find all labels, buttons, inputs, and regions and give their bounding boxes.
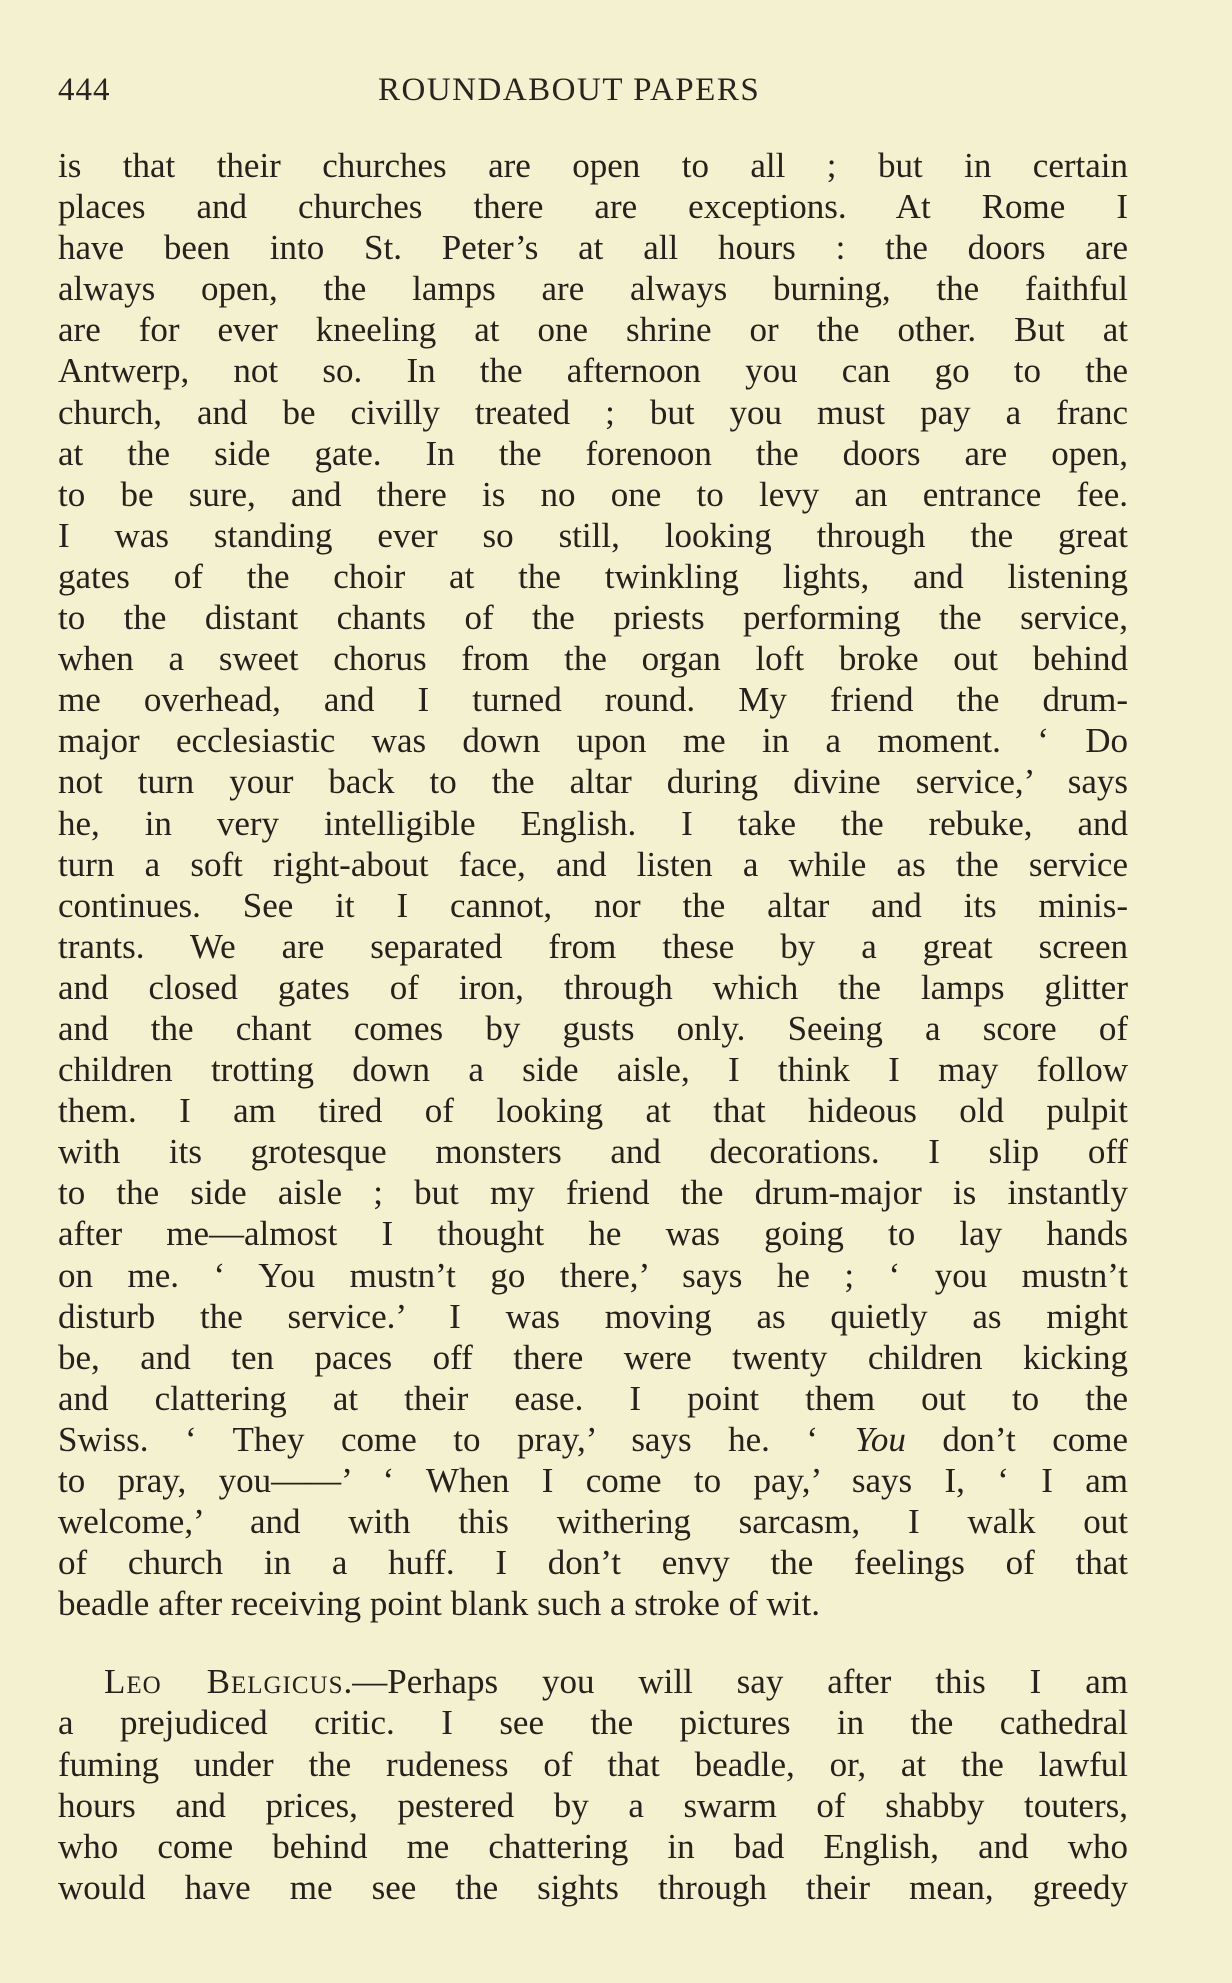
- text-line: welcome,’ and with this withering sarcasm, I walk out: [58, 1502, 1128, 1542]
- text-line: he, in very intelligible English. I take the rebuke, and: [58, 803, 1128, 843]
- text-line: be, and ten paces off there were twenty children kicking: [58, 1337, 1128, 1377]
- text-line: fuming under the rudeness of that beadle, or, at the lawful: [58, 1744, 1128, 1784]
- text-line: major ecclesiastic was down upon me in a moment. ‘ Do: [58, 721, 1128, 761]
- text-line: with its grotesque monsters and decorations. I slip off: [58, 1132, 1128, 1172]
- text-line: is that their churches are open to all ; but in certain: [58, 146, 1128, 185]
- text-line-swiss: [58, 1419, 1128, 1460]
- text-line: trants. We are separated from these by a great screen: [58, 926, 1128, 966]
- text-line: hours and prices, pestered by a swarm of shabby touters,: [58, 1785, 1128, 1825]
- text-line: after me—almost I thought he was going to lay hands: [58, 1214, 1128, 1254]
- text-line: to the distant chants of the priests performing the service,: [58, 598, 1128, 638]
- text-line: not turn your back to the altar during divine service,’ says: [58, 762, 1128, 802]
- text-line: them. I am tired of looking at that hideous old pulpit: [58, 1091, 1128, 1131]
- swiss-before: Swiss. ‘ They come to pray,’ says he. ‘: [58, 1419, 855, 1459]
- paragraph-gap: [58, 1624, 1128, 1661]
- text-line: and closed gates of iron, through which the lamps glitter: [58, 967, 1128, 1007]
- swiss-after: don’t come: [905, 1419, 1128, 1459]
- text-line: to be sure, and there is no one to levy an entrance fee.: [58, 474, 1128, 514]
- text-line: disturb the service.’ I was moving as quietly as might: [58, 1296, 1128, 1336]
- text-line: who come behind me chattering in bad English, and who: [58, 1826, 1128, 1866]
- text-line-speaker: [58, 1661, 1128, 1702]
- text-line: would have me see the sights through their mean, greedy: [58, 1867, 1128, 1907]
- text-line: places and churches there are exceptions. At Rome I: [58, 187, 1128, 227]
- text-line: have been into St. Peter’s at all hours : the doors are: [58, 228, 1128, 268]
- text-line: to pray, you——’ ‘ When I come to pay,’ says I, ‘ I am: [58, 1461, 1128, 1500]
- text-line: turn a soft right-about face, and listen a while as the service: [58, 844, 1128, 884]
- text-line: of church in a huff. I don’t envy the feelings of that: [58, 1543, 1128, 1583]
- text-line: on me. ‘ You mustn’t go there,’ says he ; ‘ you mustn’t: [58, 1255, 1128, 1295]
- text-line: when a sweet chorus from the organ loft broke out behind: [58, 639, 1128, 679]
- text-line: to the side aisle ; but my friend the drum-major is instantly: [58, 1173, 1128, 1213]
- text-line: I was standing ever so still, looking through the great: [58, 515, 1128, 555]
- speaker-line-rest: .—Perhaps you will say after this I am: [343, 1662, 1128, 1702]
- text-line: beadle after receiving point blank such a stroke of wit.: [58, 1584, 820, 1624]
- text-line: and the chant comes by gusts only. Seeing a score of: [58, 1008, 1128, 1048]
- text-line: children trotting down a side aisle, I think I may follow: [58, 1050, 1128, 1090]
- swiss-italic-you: You: [854, 1419, 906, 1459]
- text-line: are for ever kneeling at one shrine or the other. But at: [58, 310, 1128, 350]
- page-number: 444: [58, 72, 111, 108]
- running-head: [58, 66, 1128, 116]
- text-line: church, and be civilly treated ; but you must pay a franc: [58, 392, 1128, 432]
- book-title: ROUNDABOUT PAPERS: [378, 72, 761, 108]
- text-line: always open, the lamps are always burning, the faithful: [58, 269, 1128, 309]
- text-line: at the side gate. In the forenoon the doors are open,: [58, 433, 1128, 473]
- text-line: me overhead, and I turned round. My friend the drum-: [58, 680, 1128, 720]
- body-text: [58, 145, 1128, 1908]
- text-line: a prejudiced critic. I see the pictures in the cathedral: [58, 1703, 1128, 1743]
- text-line: gates of the choir at the twinkling lights, and listening: [58, 556, 1128, 596]
- text-line: and clattering at their ease. I point them out to the: [58, 1378, 1128, 1418]
- text-line: Antwerp, not so. In the afternoon you can go to the: [58, 351, 1128, 391]
- text-line: continues. See it I cannot, nor the altar and its minis-: [58, 885, 1128, 925]
- speaker-name: Leo Belgicus: [104, 1662, 344, 1702]
